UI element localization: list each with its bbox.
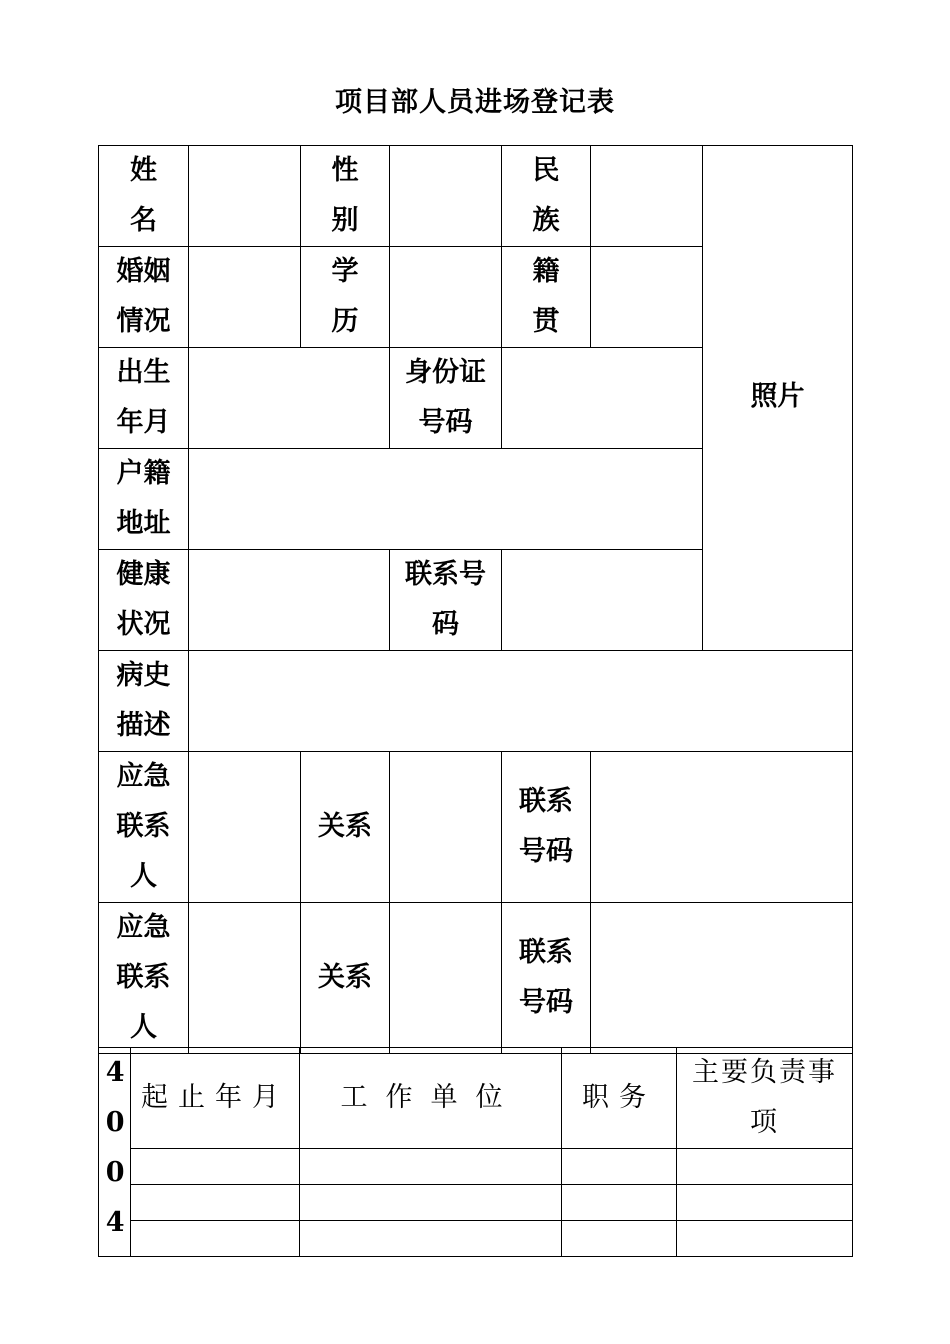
history-cell[interactable] (131, 1221, 300, 1257)
header-responsibilities: 主要负责事项 (677, 1048, 853, 1149)
contact-phone-field-1[interactable] (591, 752, 853, 903)
emergency-contact-label-1: 应急联系人 (99, 752, 189, 903)
household-field[interactable] (189, 449, 703, 550)
name-field[interactable] (189, 146, 301, 247)
birth-field[interactable] (189, 348, 390, 449)
history-cell[interactable] (562, 1149, 677, 1185)
phone-label: 联系号码 (390, 550, 502, 651)
header-period: 起止年月 (131, 1048, 300, 1149)
history-cell[interactable] (677, 1149, 853, 1185)
relation-label-1: 关系 (301, 752, 390, 903)
contact-phone-label-2: 联系号码 (502, 903, 591, 1054)
header-position: 职务 (562, 1048, 677, 1149)
photo-label: 照片 (750, 381, 805, 412)
name-label: 姓名 (99, 146, 189, 247)
relation-field-1[interactable] (390, 752, 502, 903)
history-cell[interactable] (677, 1185, 853, 1221)
relation-field-2[interactable] (390, 903, 502, 1054)
education-field[interactable] (390, 247, 502, 348)
work-history-table (98, 1047, 853, 1257)
ethnicity-label: 民族 (502, 146, 591, 247)
photo-box (703, 146, 853, 651)
history-cell[interactable] (131, 1185, 300, 1221)
side-number: 4004 (99, 1048, 131, 1257)
history-cell[interactable] (677, 1221, 853, 1257)
marital-label: 婚姻情况 (99, 247, 189, 348)
id-number-label: 身份证号码 (390, 348, 502, 449)
history-cell[interactable] (562, 1221, 677, 1257)
history-cell[interactable] (300, 1185, 562, 1221)
history-cell[interactable] (300, 1221, 562, 1257)
native-place-label: 籍贯 (502, 247, 591, 348)
emergency-contact-label-2: 应急联系人 (99, 903, 189, 1054)
page-title: 项目部人员进场登记表 (335, 87, 615, 118)
id-number-field[interactable] (502, 348, 703, 449)
header-employer: 工作单位 (300, 1048, 562, 1149)
history-cell[interactable] (300, 1149, 562, 1185)
education-label: 学历 (301, 247, 390, 348)
contact-phone-label-1: 联系号码 (502, 752, 591, 903)
gender-field[interactable] (390, 146, 502, 247)
ethnicity-field[interactable] (591, 146, 703, 247)
registration-form (98, 145, 853, 1054)
health-field[interactable] (189, 550, 390, 651)
contact-phone-field-2[interactable] (591, 903, 853, 1054)
marital-field[interactable] (189, 247, 301, 348)
household-label: 户籍地址 (99, 449, 189, 550)
birth-label: 出生年月 (99, 348, 189, 449)
medical-history-label: 病史描述 (99, 651, 189, 752)
history-cell[interactable] (562, 1185, 677, 1221)
medical-history-field[interactable] (189, 651, 853, 752)
relation-label-2: 关系 (301, 903, 390, 1054)
history-cell[interactable] (131, 1149, 300, 1185)
health-label: 健康状况 (99, 550, 189, 651)
emergency-contact-field-2[interactable] (189, 903, 301, 1054)
emergency-contact-field-1[interactable] (189, 752, 301, 903)
native-place-field[interactable] (591, 247, 703, 348)
gender-label: 性别 (301, 146, 390, 247)
phone-field[interactable] (502, 550, 703, 651)
